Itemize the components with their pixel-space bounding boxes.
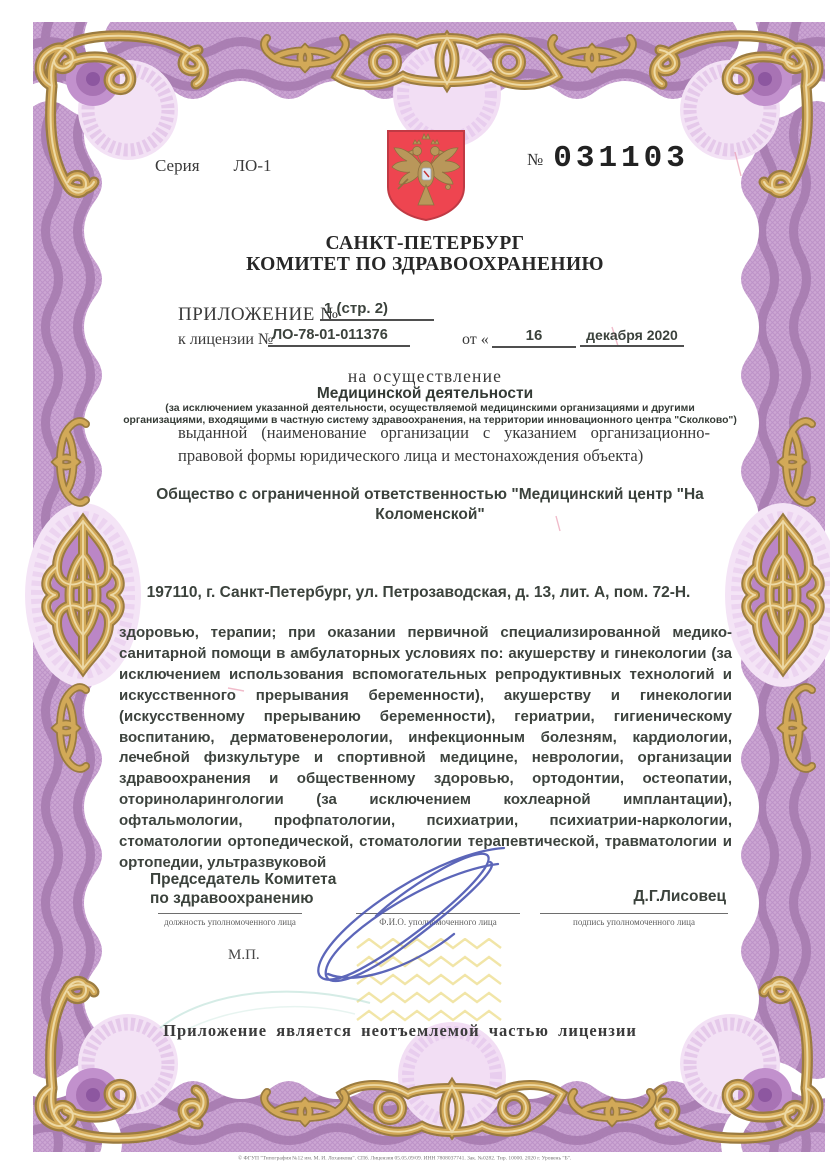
series-label: Серия — [155, 156, 200, 175]
organization-address: 197110, г. Санкт-Петербург, ул. Петрозаводская, д. 13, лит. А, пом. 72-Н. — [146, 584, 691, 601]
date-day-value: 16 — [525, 327, 543, 344]
date-label: от « — [462, 331, 489, 348]
footer-note: Приложение является неотъемлемой частью лицензии — [163, 1021, 637, 1040]
appendix-label: ПРИЛОЖЕНИЕ № — [178, 304, 339, 325]
organization-name: Общество с ограниченной ответственностью "Медицинский центр "На Коломенской" — [156, 486, 704, 523]
series-value: ЛО-1 — [233, 156, 272, 175]
stamp-place-mark: М.П. — [228, 947, 260, 963]
activity-intro: на осуществление — [347, 366, 503, 386]
authority-name: КОМИТЕТ ПО ЗДРАВООХРАНЕНИЮ — [246, 254, 604, 275]
caption-fio: Ф.И.О. уполномоченного лица — [356, 913, 520, 927]
signer-position-line2: по здравоохранению — [150, 890, 314, 907]
printer-imprint-line: © ФГУП "Типография №12 им. М. И. Лоханкова". СПб. Лицензия 05.05.09/09. ИНН 7808037741. Зак. №0282. Тир. 10000. 2020 г. Уровень "Б". — [238, 1156, 572, 1162]
licensed-activities-text: здоровью, терапии; при оказании первичной специализированной медико-санитарной помощи в амбулаторных условиях по: акушерству и гинекологии (за исключением использования вспомогательных репродуктивных технологий и искусственного прерывания беременности), акушерству и гинекологии (искусственному прерыванию беременности), гериатрии, гигиеническому воспитанию, дерматовенерологии, инфекционным болезням, кардиологии, лечебной физкультуре и спортивной медицине, неврологии, организации здравоохранения и общественному здоровью, ортодонтии, остеопатии, оториноларингологии (за исключением кохлеарной имплантации), офтальмологии, профпатологии, психиатрии, психиатрии-наркологии, стоматологии ортопедической, стоматологии терапевтической, травматологии и ортопедии, ультразвуковой — [119, 624, 732, 871]
activity-name: Медицинской деятельности — [316, 385, 534, 402]
russia-coat-of-arms-emblem — [384, 127, 468, 223]
date-month-year-field — [580, 327, 684, 347]
number-sign: № — [527, 150, 544, 169]
appendix-number-value: 1 (стр. 2) — [324, 300, 389, 317]
caption-position: должность уполномоченного лица — [158, 913, 302, 927]
appendix-number-field — [320, 300, 434, 321]
signer-position-line1: Председатель Комитета — [150, 871, 337, 888]
license-number-value: ЛО-78-01-011376 — [272, 327, 388, 343]
number-value: 031103 — [553, 141, 689, 176]
license-label: к лицензии № — [178, 331, 274, 348]
signature-scrawl — [292, 842, 517, 992]
series-row — [155, 156, 271, 176]
signer-name: Д.Г.Лисовец — [633, 888, 726, 905]
issued-note: выданной (наименование организации с указанием организационно-правовой формы юридического лица и местонахождения объекта) — [178, 423, 710, 465]
authority-city: САНКТ-ПЕТЕРБУРГ — [325, 233, 525, 254]
issuing-authority — [115, 233, 735, 275]
date-month-year-value: декабря 2020 — [586, 327, 678, 343]
activity-note: (за исключением указанной деятельности, осуществляемой медицинскими организациями и другими организациями, входящими в частную систему здравоохранения, на территории инновационного центра "Сколково") — [123, 403, 737, 427]
date-day-field — [492, 327, 576, 348]
caption-signature: подпись уполномоченного лица — [540, 913, 728, 927]
license-number-field — [268, 327, 410, 347]
document-number — [527, 141, 689, 176]
